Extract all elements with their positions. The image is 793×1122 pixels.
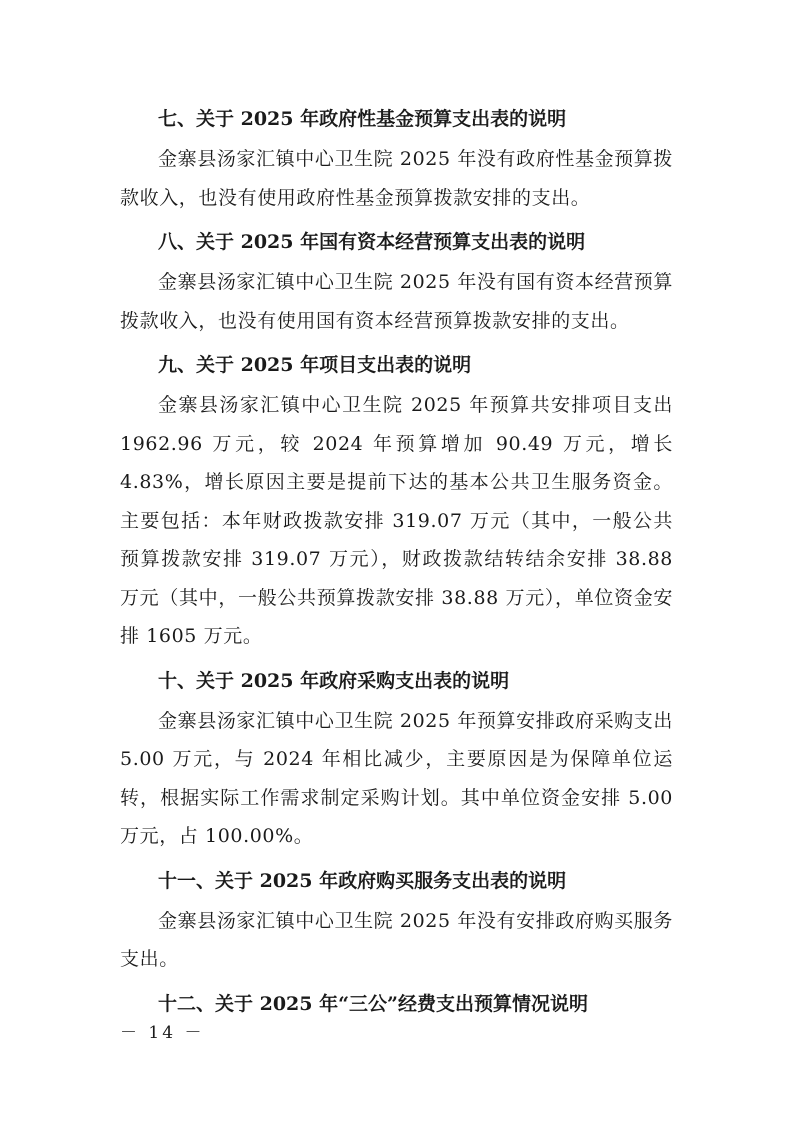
section-paragraph-9: 金寨县汤家汇镇中心卫生院 2025 年预算共安排项目支出 1962.96 万元，较 2024 年预算增加 90.49 万元，增长 4.83%，增长原因主要是提前下达的基本公共卫生服务资金。主要包括：本年财政拨款安排 319.07 万元（其中，一般公共预算拨款安排 319.07 万元），财政拨款结转结余安排 38.88 万元（其中，一般公共预算拨款安排 38.88 万元），单位资金安排 1605 万元。 (120, 394, 673, 647)
section-heading-10: 十、关于 2025 年政府采购支出表的说明 (158, 669, 510, 692)
section-paragraph-11: 金寨县汤家汇镇中心卫生院 2025 年没有安排政府购买服务支出。 (120, 909, 673, 970)
section-heading-7: 七、关于 2025 年政府性基金预算支出表的说明 (158, 108, 567, 130)
section-paragraph-10: 金寨县汤家汇镇中心卫生院 2025 年预算安排政府采购支出 5.00 万元，与 2024 年相比减少，主要原因是为保障单位运转，根据实际工作需求制定采购计划。其中单位资金安排 5.00 万元，占 100.00%。 (120, 709, 673, 847)
section-heading-8: 八、关于 2025 年国有资本经营预算支出表的说明 (158, 231, 586, 253)
section-heading-12: 十二、关于 2025 年“三公”经费支出预算情况说明 (158, 992, 588, 1015)
section-heading-9: 九、关于 2025 年项目支出表的说明 (158, 354, 472, 376)
section-paragraph-7: 金寨县汤家汇镇中心卫生院 2025 年没有政府性基金预算拨款收入，也没有使用政府性基金预算拨款安排的支出。 (120, 148, 673, 209)
section-paragraph-8: 金寨县汤家汇镇中心卫生院 2025 年没有国有资本经营预算拨款收入，也没有使用国有资本经营预算拨款安排的支出。 (120, 271, 673, 332)
section-heading-11: 十一、关于 2025 年政府购买服务支出表的说明 (158, 869, 567, 892)
page-content (120, 100, 673, 1025)
page-number: － 14 － (120, 1023, 205, 1043)
